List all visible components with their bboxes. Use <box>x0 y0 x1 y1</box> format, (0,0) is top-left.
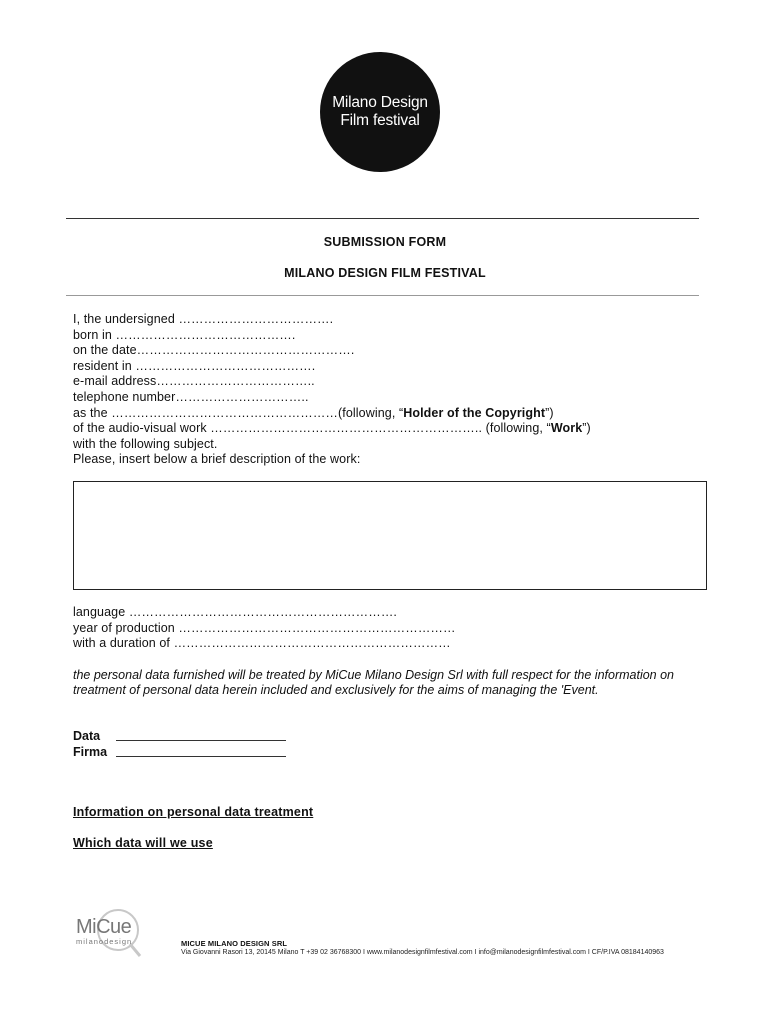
festival-title: MILANO DESIGN FILM FESTIVAL <box>284 266 486 280</box>
language-field: language ………………………………………………………. <box>73 605 397 619</box>
copyright-suffix: ”) <box>545 405 554 420</box>
privacy-note: the personal data furnished will be treated by MiCue Milano Design Srl with full respect for the information on treatment of personal data herein included and exclusively for the aims of managing the 'Event. <box>73 668 675 698</box>
which-data-heading: Which data will we use <box>73 836 213 850</box>
resident-field: resident in ……………………………………. <box>73 358 316 373</box>
footer-company: MICUE MILANO DESIGN SRL <box>181 939 288 948</box>
description-instruction: Please, insert below a brief description of the work: <box>73 452 361 467</box>
top-divider <box>66 218 699 219</box>
firma-signature-row <box>73 744 286 760</box>
work-field <box>73 421 713 437</box>
work-suffix: ”) <box>582 421 591 436</box>
micue-logo <box>74 906 154 962</box>
logo-line-2: Film festival <box>340 112 420 129</box>
year-field: year of production ………………………………………………………… <box>73 620 456 635</box>
data-label: Data <box>73 729 101 743</box>
personal-fields <box>73 312 713 468</box>
phone-field: telephone number………………………….. <box>73 389 309 404</box>
form-title: SUBMISSION FORM <box>323 235 447 249</box>
micue-brand: MiCue <box>76 916 132 938</box>
header-divider <box>66 295 699 296</box>
firma-line[interactable] <box>116 746 286 757</box>
firma-label: Firma <box>73 745 108 759</box>
subject-line: with the following subject. <box>73 436 218 451</box>
date-signature-row <box>73 728 286 744</box>
footer-address: Via Giovanni Rasori 13, 20145 Milano T +39 02 36768300 I www.milanodesignfilmfestival.com I info@milanodesignfilmfestival.com I CF/P.IVA 08184140963 <box>181 949 664 956</box>
work-details <box>73 605 713 652</box>
data-line[interactable] <box>116 730 286 741</box>
info-heading: Information on personal data treatment <box>73 805 314 819</box>
date-field: on the date……………………………………………. <box>73 343 355 358</box>
work-description-box[interactable] <box>73 481 707 590</box>
logo-line-1: Milano Design <box>332 94 428 111</box>
micue-brand-sub: milanodesign <box>76 937 133 946</box>
born-field: born in ……………………………………. <box>73 327 296 342</box>
copyright-holder-field <box>73 406 713 422</box>
copyright-holder-term: Holder of the Copyright <box>403 405 546 420</box>
copyright-prefix: as the ………………………………………………(following, “ <box>73 405 404 420</box>
work-prefix: of the audio-visual work ……………………………………………………….. (following, “ <box>73 421 551 436</box>
email-field: e-mail address……………………………….. <box>73 374 315 389</box>
undersigned-field: I, the undersigned ………………………………. <box>73 312 334 326</box>
work-term: Work <box>550 421 583 436</box>
festival-logo <box>320 52 440 172</box>
duration-field: with a duration of ………………………………………………………… <box>73 636 451 651</box>
signature-block <box>73 728 286 760</box>
